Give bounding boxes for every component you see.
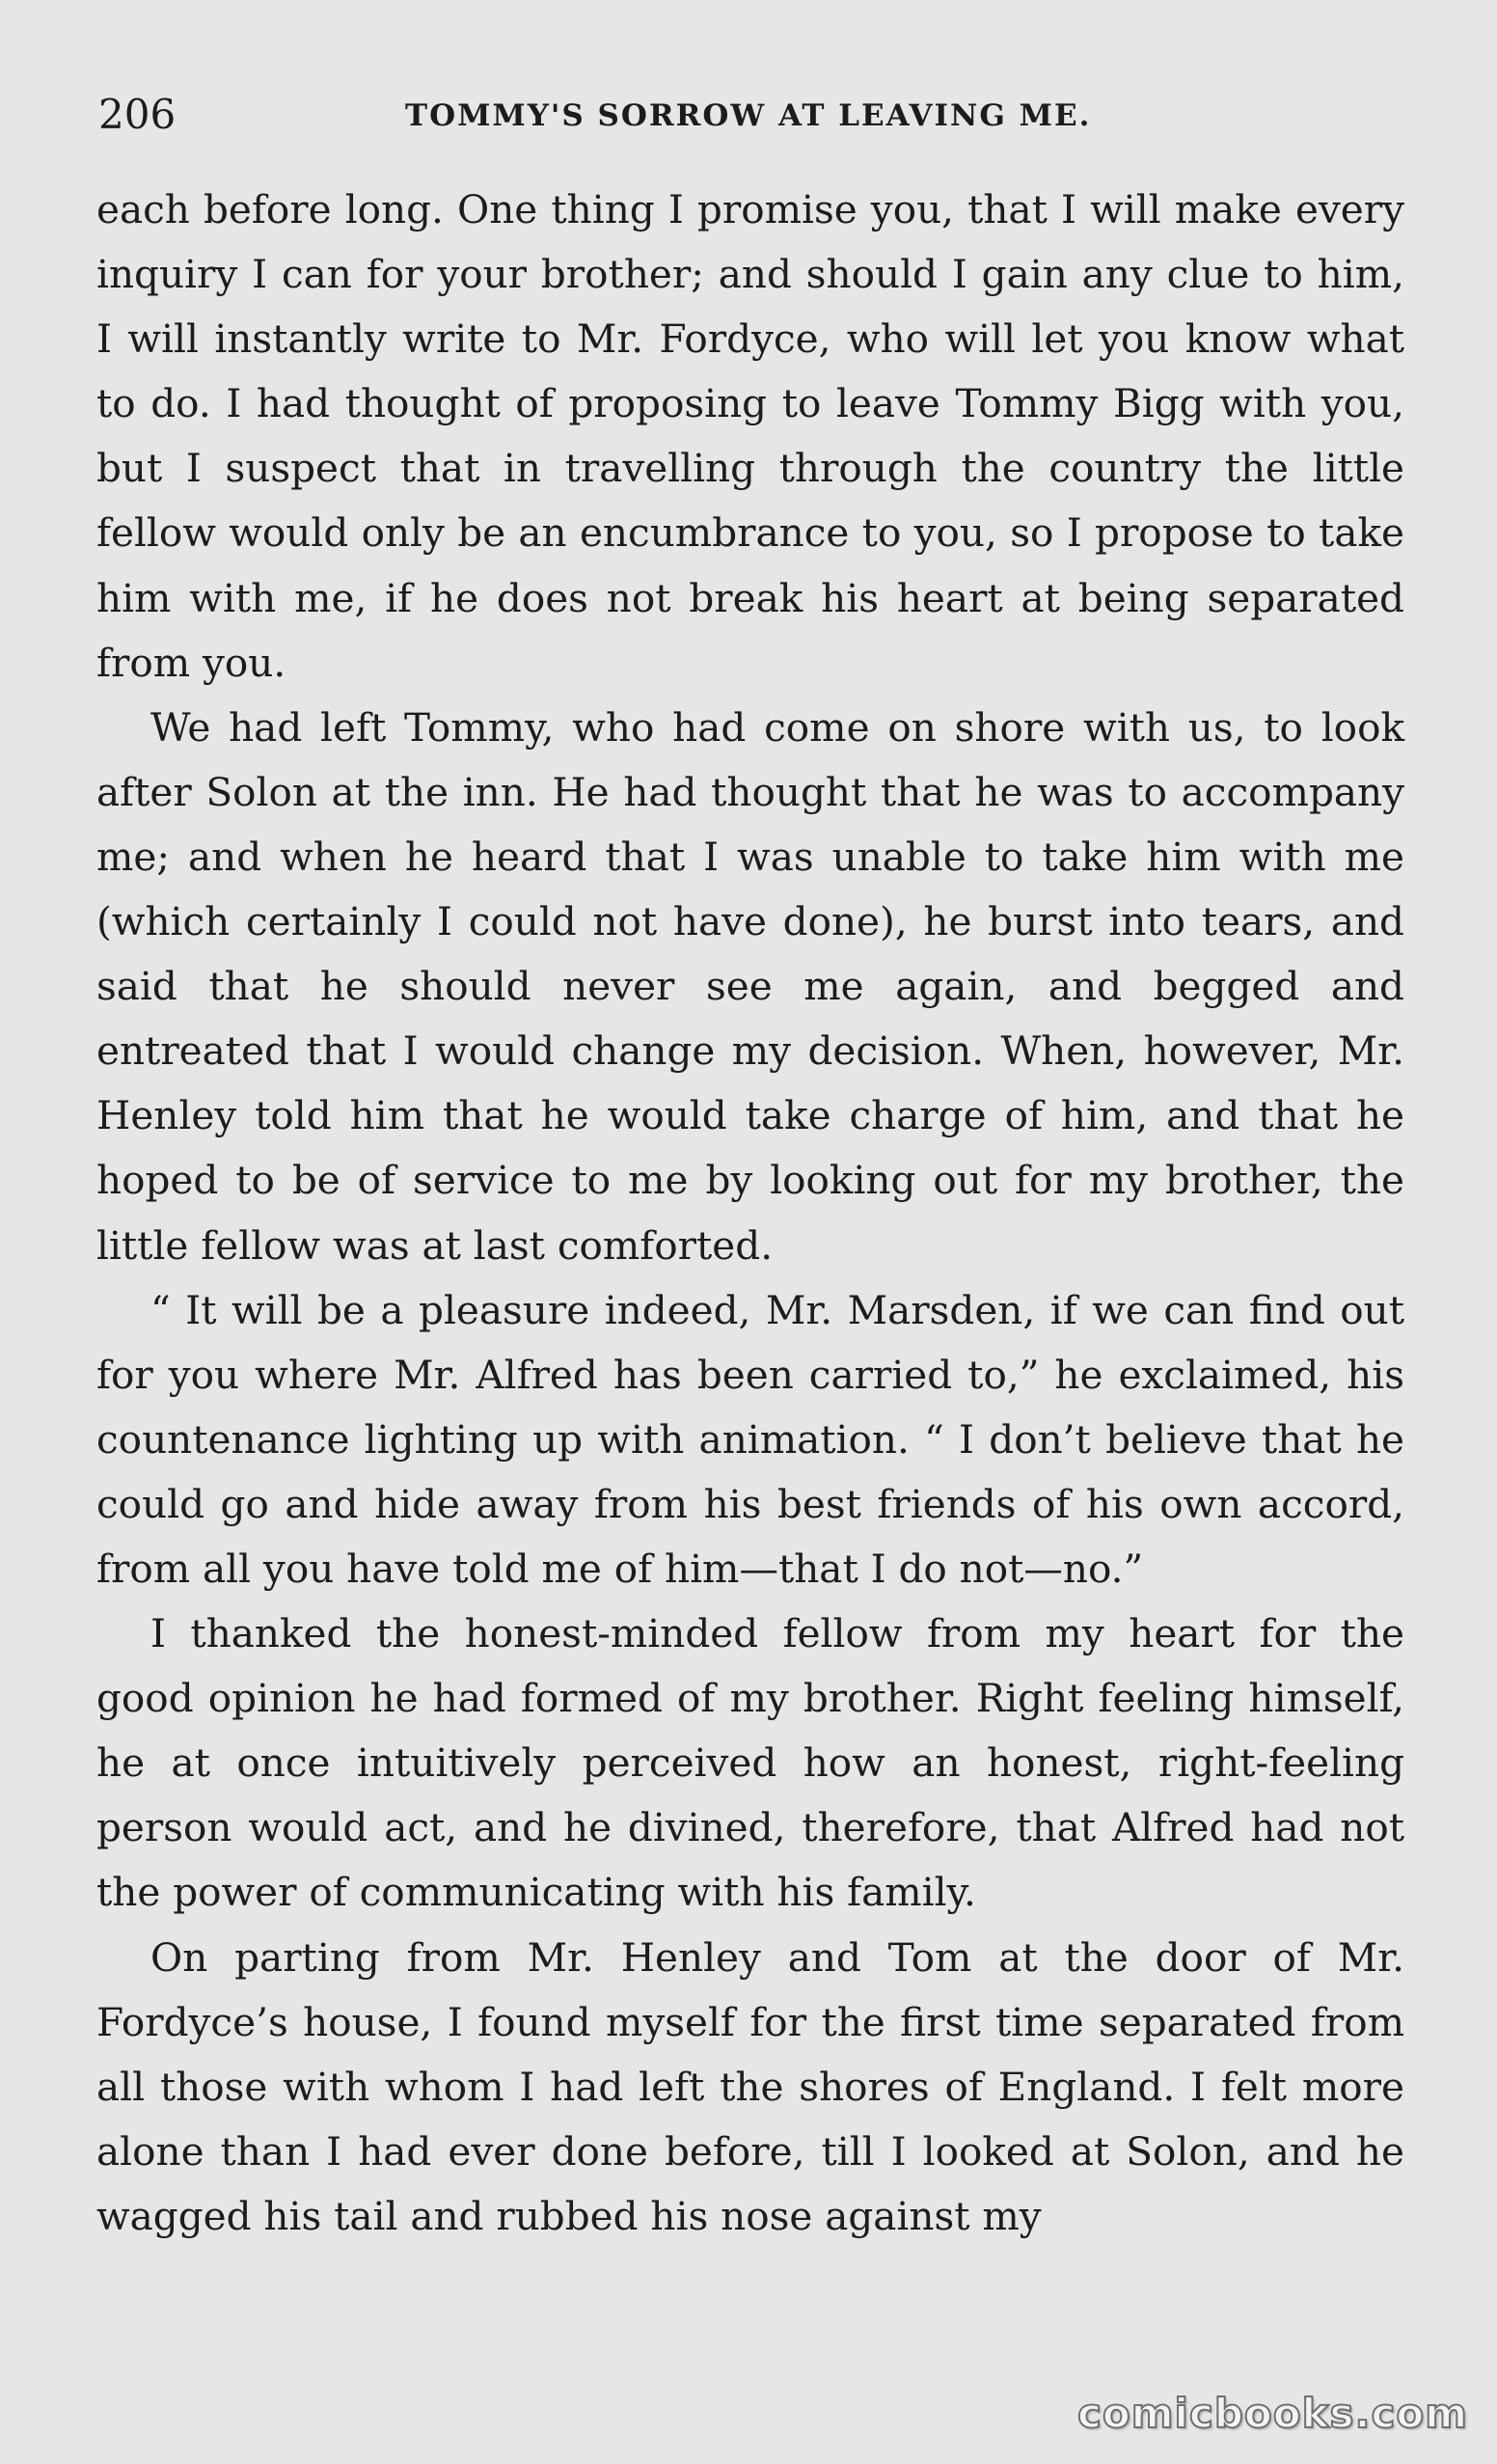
paragraph: each before long. One thing I promise you, that I will make every inquiry I can for your brother; and should I gain any clue to him, I will instantly write to Mr. Fordyce, who will let you know what to do. I had thought of proposing to leave Tommy Bigg with you, but I suspect that in travelling through the country the little fellow would only be an encumbrance to you, so I propose to take him with me, if he does not break his heart at being separated from you.: [96, 186, 1404, 686]
page-number: 206: [98, 91, 177, 138]
paragraph: I thanked the honest-minded fellow from my heart for the good opinion he had formed of my brother. Right feeling himself, he at once intuitively perceived how an honest, right-feeling person would act, and he divined, therefore, that Alfred had not the power of communicating with his family.: [96, 1610, 1404, 1916]
running-title: TOMMY'S SORROW AT LEAVING ME.: [405, 98, 1092, 133]
page-body: [96, 178, 1404, 2249]
paragraph: We had left Tommy, who had come on shore with us, to look after Solon at the inn. He had thought that he was to accompany me; and when he heard that I was unable to take him with me (which certainly I could not have done), he burst into tears, and said that he should never see me again, and begged and entreated that I would change my decision. When, however, Mr. Henley told him that he would take charge of him, and that he hoped to be of service to me by looking out for my brother, the little fellow was at last comforted.: [96, 703, 1404, 1269]
watermark: comicbooks.com: [1077, 2390, 1468, 2437]
paragraph: “ It will be a pleasure indeed, Mr. Marsden, if we can find out for you where Mr. Alfred has been carried to,” he exclaimed, his countenance lighting up with animation. “ I don’t believe that he could go and hide away from his best friends of his own accord, from all you have told me of him—that I do not—no.”: [96, 1286, 1404, 1592]
paragraph: On parting from Mr. Henley and Tom at the door of Mr. Fordyce’s house, I found myself for the first time separated from all those with whom I had left the shores of England. I felt more alone than I had ever done before, till I looked at Solon, and he wagged his tail and rubbed his nose against my: [96, 1933, 1404, 2239]
